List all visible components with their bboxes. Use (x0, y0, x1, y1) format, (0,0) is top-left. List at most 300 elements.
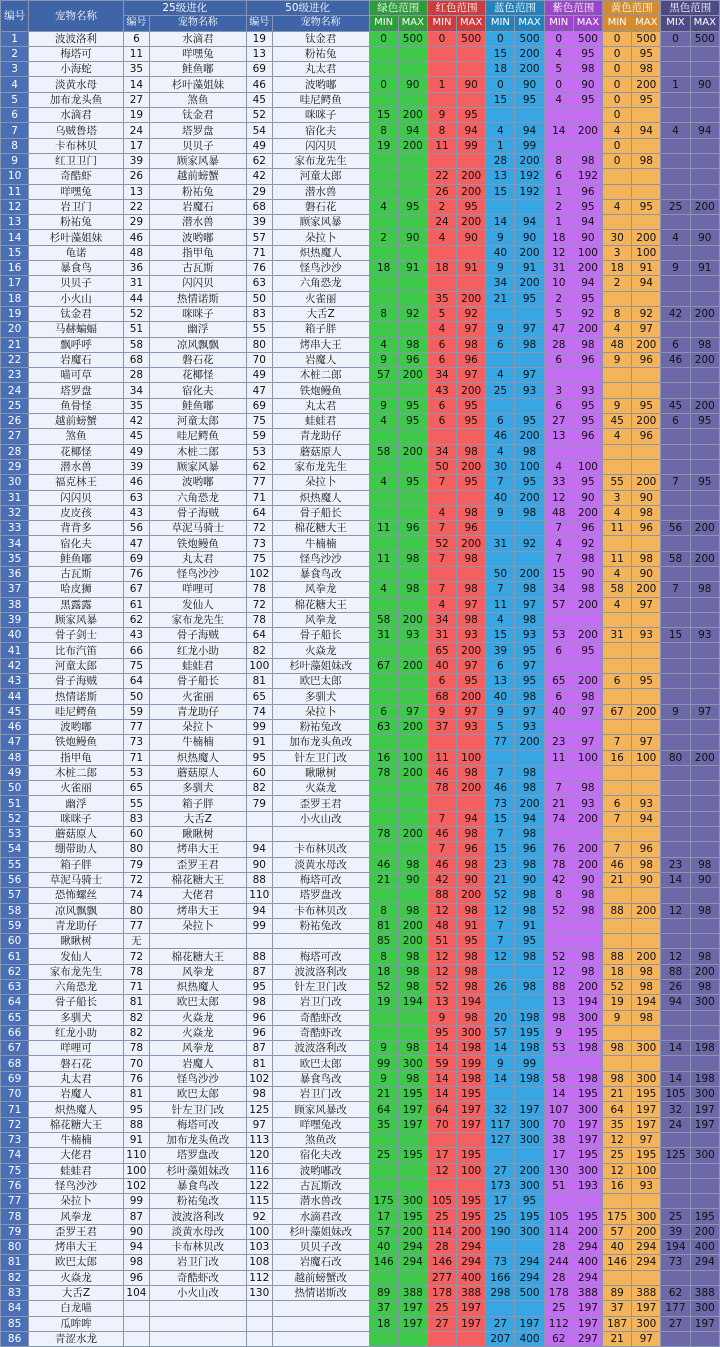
table-row (1, 704, 720, 719)
cell-evo50-name: 炽热魔人 (272, 490, 369, 505)
cell-black-min (661, 505, 690, 520)
cell-evo25-index: 17 (123, 138, 149, 153)
cell-green-min (369, 322, 398, 337)
cell-pet-name: 淡黄水母 (29, 77, 124, 92)
cell-purple-max: 98 (573, 582, 602, 597)
cell-black-min (661, 1178, 690, 1193)
cell-pet-name: 古瓦斯 (29, 566, 124, 581)
cell-black-min: 4 (661, 123, 690, 138)
cell-yellow-max: 98 (632, 1010, 661, 1025)
cell-red-max: 294 (457, 1255, 486, 1270)
cell-evo50-index: 53 (246, 444, 272, 459)
cell-blue-min (486, 1301, 515, 1316)
cell-evo50-index: 92 (246, 1209, 272, 1224)
cell-purple-min: 98 (544, 1010, 573, 1025)
cell-purple-max: 193 (573, 1178, 602, 1193)
cell-green-min: 18 (369, 964, 398, 979)
cell-purple-max: 96 (573, 521, 602, 536)
cell-green-max (398, 566, 427, 581)
cell-purple-max: 500 (573, 31, 602, 46)
cell-black-min: 58 (661, 551, 690, 566)
cell-evo25-name: 波哟嘟 (150, 230, 247, 245)
cell-yellow-max: 90 (632, 872, 661, 887)
table-row (1, 1194, 720, 1209)
cell-evo25-name: 哇尼鳄鱼 (150, 429, 247, 444)
cell-evo50-name: 烤串大王 (272, 337, 369, 352)
cell-green-min: 4 (369, 475, 398, 490)
cell-black-min (661, 796, 690, 811)
cell-pet-name: 歪罗王君 (29, 1224, 124, 1239)
cell-evo50-index: 79 (246, 796, 272, 811)
cell-green-min (369, 842, 398, 857)
cell-evo25-index: 80 (123, 842, 149, 857)
cell-blue-min: 32 (486, 1102, 515, 1117)
cell-pet-name: 煞鱼 (29, 429, 124, 444)
subheader-green-max: MAX (398, 16, 427, 31)
cell-index: 28 (1, 444, 29, 459)
cell-red-max: 200 (457, 459, 486, 474)
cell-evo50-index: 90 (246, 857, 272, 872)
cell-green-min (369, 811, 398, 826)
table-row (1, 383, 720, 398)
cell-black-min (661, 138, 690, 153)
cell-blue-max: 195 (515, 1025, 544, 1040)
cell-purple-min: 52 (544, 903, 573, 918)
cell-index: 38 (1, 597, 29, 612)
cell-pet-name: 飘呼呼 (29, 337, 124, 352)
cell-evo50-name: 丸太君 (272, 398, 369, 413)
cell-green-min (369, 1331, 398, 1346)
cell-blue-min: 40 (486, 689, 515, 704)
cell-evo50-index: 47 (246, 383, 272, 398)
cell-evo25-index: 47 (123, 536, 149, 551)
cell-purple-min: 70 (544, 1117, 573, 1132)
table-row (1, 1301, 720, 1316)
cell-purple-max: 97 (573, 735, 602, 750)
cell-purple-max: 200 (573, 980, 602, 995)
cell-black-min: 14 (661, 1041, 690, 1056)
cell-evo50-index: 102 (246, 1071, 272, 1086)
cell-purple-min: 34 (544, 582, 573, 597)
cell-evo25-name: 岩卫门改 (150, 1255, 247, 1270)
cell-red-min: 4 (427, 322, 456, 337)
cell-index: 32 (1, 505, 29, 520)
table-row (1, 719, 720, 734)
cell-green-min: 52 (369, 980, 398, 995)
cell-evo25-index: 35 (123, 62, 149, 77)
cell-evo50-index: 116 (246, 1163, 272, 1178)
cell-yellow-max (632, 138, 661, 153)
cell-red-max: 200 (457, 1224, 486, 1239)
cell-black-max: 300 (690, 1301, 719, 1316)
cell-evo25-name: 炽热魔人 (150, 980, 247, 995)
cell-yellow-max: 300 (632, 1209, 661, 1224)
cell-purple-min: 23 (544, 735, 573, 750)
cell-yellow-min: 6 (603, 674, 632, 689)
cell-evo25-index: 50 (123, 689, 149, 704)
cell-evo50-name: 加布龙头鱼改 (272, 735, 369, 750)
cell-blue-min: 21 (486, 872, 515, 887)
cell-pet-name: 凉风飘飘 (29, 903, 124, 918)
cell-black-min: 26 (661, 980, 690, 995)
cell-evo25-index: 76 (123, 566, 149, 581)
cell-green-max (398, 92, 427, 107)
cell-black-max: 198 (690, 1041, 719, 1056)
table-row (1, 261, 720, 276)
cell-blue-min: 15 (486, 46, 515, 61)
cell-green-min: 35 (369, 1117, 398, 1132)
cell-green-min (369, 291, 398, 306)
cell-evo25-name: 红龙小助 (150, 643, 247, 658)
cell-blue-max (515, 352, 544, 367)
table-row (1, 1010, 720, 1025)
cell-evo25-index: 19 (123, 108, 149, 123)
cell-black-min (661, 92, 690, 107)
cell-green-max: 388 (398, 1285, 427, 1300)
cell-black-min (661, 934, 690, 949)
cell-blue-max: 98 (515, 689, 544, 704)
cell-red-max: 300 (457, 1025, 486, 1040)
cell-pet-name: 加布龙头鱼 (29, 92, 124, 107)
table-row (1, 1056, 720, 1071)
cell-black-min: 73 (661, 1255, 690, 1270)
cell-pet-name: 潜水兽 (29, 459, 124, 474)
subheader-red-min: MIN (427, 16, 456, 31)
cell-red-max (457, 429, 486, 444)
cell-pet-name: 咩哩可 (29, 1041, 124, 1056)
cell-yellow-min (603, 1025, 632, 1040)
cell-green-min (369, 429, 398, 444)
cell-green-max (398, 1178, 427, 1193)
cell-green-min: 8 (369, 306, 398, 321)
cell-index: 9 (1, 153, 29, 168)
cell-evo25-index: 99 (123, 1194, 149, 1209)
cell-red-min (427, 245, 456, 260)
cell-evo50-index: 63 (246, 276, 272, 291)
cell-purple-min: 28 (544, 1270, 573, 1285)
table-row (1, 306, 720, 321)
cell-blue-max: 96 (515, 842, 544, 857)
cell-red-max: 294 (457, 1240, 486, 1255)
cell-evo50-index: 108 (246, 1255, 272, 1270)
cell-index: 40 (1, 628, 29, 643)
cell-evo50-name: 骨子船长 (272, 505, 369, 520)
cell-red-min: 37 (427, 719, 456, 734)
cell-black-max (690, 689, 719, 704)
cell-green-max: 200 (398, 765, 427, 780)
cell-evo50-index: 88 (246, 872, 272, 887)
cell-evo25-name: 棉花糖大王 (150, 872, 247, 887)
cell-evo50-name: 棉花糖大王 (272, 521, 369, 536)
cell-evo50-name: 卡布林贝改 (272, 903, 369, 918)
cell-green-min (369, 888, 398, 903)
cell-evo50-name: 潜水兽 (272, 184, 369, 199)
cell-red-max: 99 (457, 138, 486, 153)
cell-pet-name: 闪闪贝 (29, 490, 124, 505)
cell-red-min: 46 (427, 765, 456, 780)
cell-red-min: 22 (427, 169, 456, 184)
cell-blue-min: 6 (486, 414, 515, 429)
cell-purple-max: 195 (573, 1087, 602, 1102)
table-row (1, 643, 720, 658)
cell-black-max: 98 (690, 949, 719, 964)
cell-evo50-index: 75 (246, 551, 272, 566)
cell-black-max: 300 (690, 1087, 719, 1102)
cell-evo50-index: 122 (246, 1178, 272, 1193)
cell-red-max: 195 (457, 1087, 486, 1102)
cell-yellow-min: 187 (603, 1316, 632, 1331)
cell-evo50-name: 卡布林贝改 (272, 842, 369, 857)
cell-evo25-index: 72 (123, 949, 149, 964)
cell-green-min: 58 (369, 612, 398, 627)
cell-evo50-name: 潜水兽改 (272, 1194, 369, 1209)
cell-yellow-min: 8 (603, 306, 632, 321)
cell-evo50-index: 49 (246, 368, 272, 383)
cell-pet-name: 青涩水龙 (29, 1331, 124, 1346)
cell-evo50-name: 奇酷虾改 (272, 1025, 369, 1040)
cell-yellow-max (632, 918, 661, 933)
cell-evo25-index: 28 (123, 368, 149, 383)
table-row (1, 276, 720, 291)
cell-index: 4 (1, 77, 29, 92)
cell-evo25-index: 46 (123, 230, 149, 245)
cell-evo50-name: 怪鸟沙沙 (272, 261, 369, 276)
cell-evo50-index: 130 (246, 1285, 272, 1300)
cell-red-max (457, 153, 486, 168)
cell-red-min: 70 (427, 1117, 456, 1132)
cell-evo50-name: 蛙蛙君 (272, 414, 369, 429)
cell-black-min (661, 444, 690, 459)
cell-green-max: 98 (398, 949, 427, 964)
cell-evo25-name: 咩哩可 (150, 582, 247, 597)
cell-red-min (427, 490, 456, 505)
cell-red-min: 9 (427, 704, 456, 719)
cell-purple-max: 98 (573, 949, 602, 964)
cell-green-min (369, 1132, 398, 1147)
cell-red-max: 197 (457, 1301, 486, 1316)
cell-purple-min: 2 (544, 199, 573, 214)
cell-pet-name: 热情诺斯 (29, 689, 124, 704)
cell-yellow-min: 146 (603, 1255, 632, 1270)
cell-black-max (690, 1056, 719, 1071)
cell-index: 23 (1, 368, 29, 383)
cell-red-max: 96 (457, 352, 486, 367)
cell-blue-max: 300 (515, 1224, 544, 1239)
table-row (1, 199, 720, 214)
cell-red-max: 200 (457, 184, 486, 199)
cell-blue-min: 298 (486, 1285, 515, 1300)
cell-purple-max (573, 719, 602, 734)
cell-black-max (690, 842, 719, 857)
table-row (1, 490, 720, 505)
cell-green-min: 21 (369, 1087, 398, 1102)
cell-purple-max: 300 (573, 1163, 602, 1178)
cell-index: 64 (1, 995, 29, 1010)
cell-yellow-min: 0 (603, 62, 632, 77)
cell-blue-min: 12 (486, 949, 515, 964)
cell-index: 37 (1, 582, 29, 597)
cell-evo25-name: 怪鸟沙沙 (150, 1071, 247, 1086)
cell-evo25-name: 六角恐龙 (150, 490, 247, 505)
cell-evo25-index: 83 (123, 811, 149, 826)
cell-green-max: 197 (398, 1316, 427, 1331)
cell-yellow-min (603, 1270, 632, 1285)
cell-green-min: 11 (369, 521, 398, 536)
cell-evo25-name: 大舌Z (150, 811, 247, 826)
cell-red-max: 194 (457, 995, 486, 1010)
cell-evo50-name: 火雀丽 (272, 291, 369, 306)
cell-index: 50 (1, 781, 29, 796)
cell-index: 59 (1, 918, 29, 933)
cell-yellow-max: 300 (632, 1041, 661, 1056)
cell-index: 43 (1, 674, 29, 689)
cell-evo25-index: 71 (123, 750, 149, 765)
cell-blue-min: 173 (486, 1178, 515, 1193)
cell-pet-name: 鲑鱼嘟 (29, 551, 124, 566)
cell-black-max: 197 (690, 1316, 719, 1331)
cell-evo25-name: 青龙助仔 (150, 704, 247, 719)
cell-red-max (457, 1132, 486, 1147)
cell-black-max: 294 (690, 1255, 719, 1270)
cell-evo25-name: 花椰怪 (150, 368, 247, 383)
cell-evo50-index: 99 (246, 719, 272, 734)
cell-yellow-max: 96 (632, 429, 661, 444)
cell-red-max: 200 (457, 169, 486, 184)
cell-green-min: 146 (369, 1255, 398, 1270)
table-row (1, 475, 720, 490)
cell-green-max: 96 (398, 521, 427, 536)
cell-purple-min (544, 1056, 573, 1071)
cell-green-max: 98 (398, 1071, 427, 1086)
cell-blue-max (515, 1301, 544, 1316)
cell-evo50-name: 欧巴太郎 (272, 1056, 369, 1071)
cell-black-max (690, 1132, 719, 1147)
cell-evo50-index: 50 (246, 291, 272, 306)
cell-evo50-name: 淡黄水母改 (272, 857, 369, 872)
cell-red-min: 9 (427, 108, 456, 123)
cell-blue-min: 15 (486, 842, 515, 857)
table-row (1, 628, 720, 643)
cell-purple-min: 78 (544, 857, 573, 872)
table-row (1, 888, 720, 903)
cell-evo25-index: 13 (123, 184, 149, 199)
cell-evo25-name: 顾家风暴 (150, 459, 247, 474)
cell-black-max (690, 291, 719, 306)
cell-red-max: 95 (457, 934, 486, 949)
cell-evo25-name: 咩嘿兔 (150, 46, 247, 61)
cell-evo50-index: 80 (246, 337, 272, 352)
cell-purple-min: 0 (544, 31, 573, 46)
cell-green-min: 25 (369, 1148, 398, 1163)
cell-blue-max: 90 (515, 230, 544, 245)
cell-red-min: 9 (427, 1010, 456, 1025)
cell-black-max: 200 (690, 1224, 719, 1239)
cell-evo50-name: 岩卫门改 (272, 995, 369, 1010)
cell-index: 2 (1, 46, 29, 61)
cell-red-min: 35 (427, 291, 456, 306)
cell-purple-min (544, 612, 573, 627)
cell-green-min: 64 (369, 1102, 398, 1117)
cell-index: 71 (1, 1102, 29, 1117)
cell-yellow-min: 55 (603, 475, 632, 490)
cell-evo50-name (272, 1316, 369, 1331)
cell-green-min: 15 (369, 108, 398, 123)
cell-black-max: 98 (690, 980, 719, 995)
cell-red-min: 6 (427, 414, 456, 429)
cell-evo25-index: 52 (123, 306, 149, 321)
cell-purple-min: 114 (544, 1224, 573, 1239)
cell-pet-name: 哈皮狮 (29, 582, 124, 597)
cell-evo25-index: 36 (123, 261, 149, 276)
subheader-yellow-max: MAX (632, 16, 661, 31)
cell-red-max: 93 (457, 628, 486, 643)
cell-evo50-name: 磐石花 (272, 199, 369, 214)
cell-red-min: 6 (427, 674, 456, 689)
cell-yellow-max: 200 (632, 903, 661, 918)
cell-red-min: 4 (427, 597, 456, 612)
cell-blue-min: 52 (486, 888, 515, 903)
cell-index: 15 (1, 245, 29, 260)
cell-purple-max (573, 108, 602, 123)
cell-purple-max: 95 (573, 291, 602, 306)
subheader-evo50-index: 编号 (246, 16, 272, 31)
cell-evo25-index: 81 (123, 1087, 149, 1102)
cell-index: 85 (1, 1316, 29, 1331)
cell-yellow-min: 18 (603, 964, 632, 979)
cell-purple-max: 200 (573, 322, 602, 337)
cell-black-min: 32 (661, 1102, 690, 1117)
cell-blue-max: 200 (515, 735, 544, 750)
cell-evo50-name: 暴食鸟改 (272, 1071, 369, 1086)
cell-evo25-name: 煞鱼 (150, 92, 247, 107)
cell-evo50-name: 闪闪贝 (272, 138, 369, 153)
cell-blue-max: 93 (515, 719, 544, 734)
cell-green-max (398, 1010, 427, 1025)
cell-purple-min: 4 (544, 459, 573, 474)
cell-black-max: 98 (690, 337, 719, 352)
cell-yellow-max (632, 169, 661, 184)
cell-blue-max: 100 (515, 459, 544, 474)
cell-blue-min: 7 (486, 582, 515, 597)
cell-blue-min: 77 (486, 735, 515, 750)
cell-black-min (661, 1163, 690, 1178)
cell-pet-name: 风拳龙 (29, 1209, 124, 1224)
cell-red-max: 198 (457, 1071, 486, 1086)
cell-purple-max: 200 (573, 857, 602, 872)
cell-green-max: 200 (398, 827, 427, 842)
cell-evo25-index: 62 (123, 612, 149, 627)
cell-purple-max: 95 (573, 46, 602, 61)
header-yellow-range: 黄色范围 (603, 1, 661, 16)
cell-black-max: 200 (690, 352, 719, 367)
table-row (1, 1132, 720, 1147)
cell-yellow-min: 9 (603, 352, 632, 367)
cell-red-min: 4 (427, 505, 456, 520)
cell-blue-max: 95 (515, 291, 544, 306)
cell-green-max (398, 62, 427, 77)
cell-blue-max: 200 (515, 46, 544, 61)
cell-red-min: 7 (427, 582, 456, 597)
cell-index: 62 (1, 964, 29, 979)
cell-evo25-index: 61 (123, 597, 149, 612)
table-row (1, 796, 720, 811)
cell-green-min: 85 (369, 934, 398, 949)
cell-index: 52 (1, 811, 29, 826)
cell-red-max: 98 (457, 582, 486, 597)
cell-green-min: 67 (369, 658, 398, 673)
cell-evo50-index: 96 (246, 1025, 272, 1040)
cell-yellow-max: 200 (632, 414, 661, 429)
